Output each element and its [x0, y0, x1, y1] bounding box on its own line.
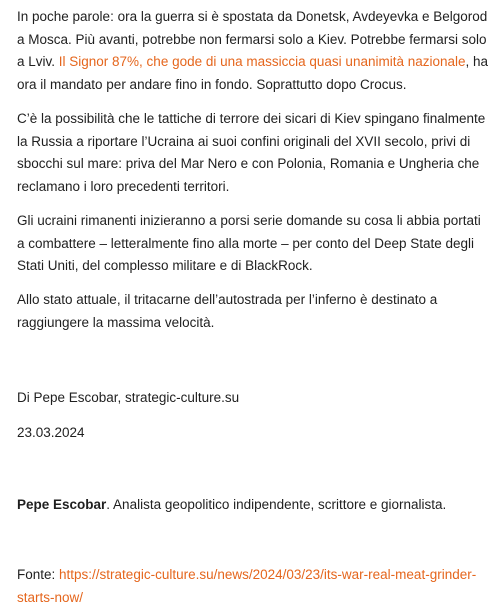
publish-date: 23.03.2024	[17, 425, 85, 440]
paragraph-3: Gli ucraini rimanenti inizieranno a porsi serie domande su cosa li abbia portati a combattere – letteralmente fino alla morte – per conto del Deep State degli Stati Uniti, del complesso militare e di BlackRock.	[17, 213, 481, 273]
byline: Di Pepe Escobar, strategic-culture.su	[17, 390, 240, 405]
paragraph-2: C’è la possibilità che le tattiche di terrore dei sicari di Kiev spingano finalmente la Russia a riportare l’Ucraina ai suoi confini originali del XVII secolo, privi di sbocchi sul mare: priva del Mar Nero e con Polonia, Romania e Ungheria che reclamano i loro precedenti territori.	[17, 111, 486, 194]
author-name: Pepe Escobar	[17, 497, 107, 512]
paragraph-1	[17, 6, 489, 96]
author-description: . Analista geopolitico indipendente, scrittore e giornalista.	[106, 497, 447, 512]
source-link[interactable]: https://strategic-culture.su/news/2024/03/23/its-war-real-meat-grinder-starts-now/	[17, 567, 477, 605]
author-bio	[17, 494, 489, 517]
paragraph-4: Allo stato attuale, il tritacarne dell’autostrada per l’inferno è destinato a raggiungere la massima velocità.	[17, 292, 438, 330]
mr-87-percent-link[interactable]: Il Signor 87%, che gode di una massiccia quasi unanimità nazionale	[58, 54, 466, 69]
source-label: Fonte:	[17, 567, 60, 582]
paragraph-1-tail: , ha ora il mandato per andare fino in fondo. Soprattutto dopo Crocus.	[17, 54, 489, 92]
paragraph-1-text: In poche parole: ora la guerra si è spostata da Donetsk, Avdeyevka e Belgorod a Mosca. Più avanti, potrebbe non fermarsi solo a Kiev. Potrebbe fermarsi solo a Lviv.	[17, 9, 488, 69]
source-line	[17, 564, 489, 609]
